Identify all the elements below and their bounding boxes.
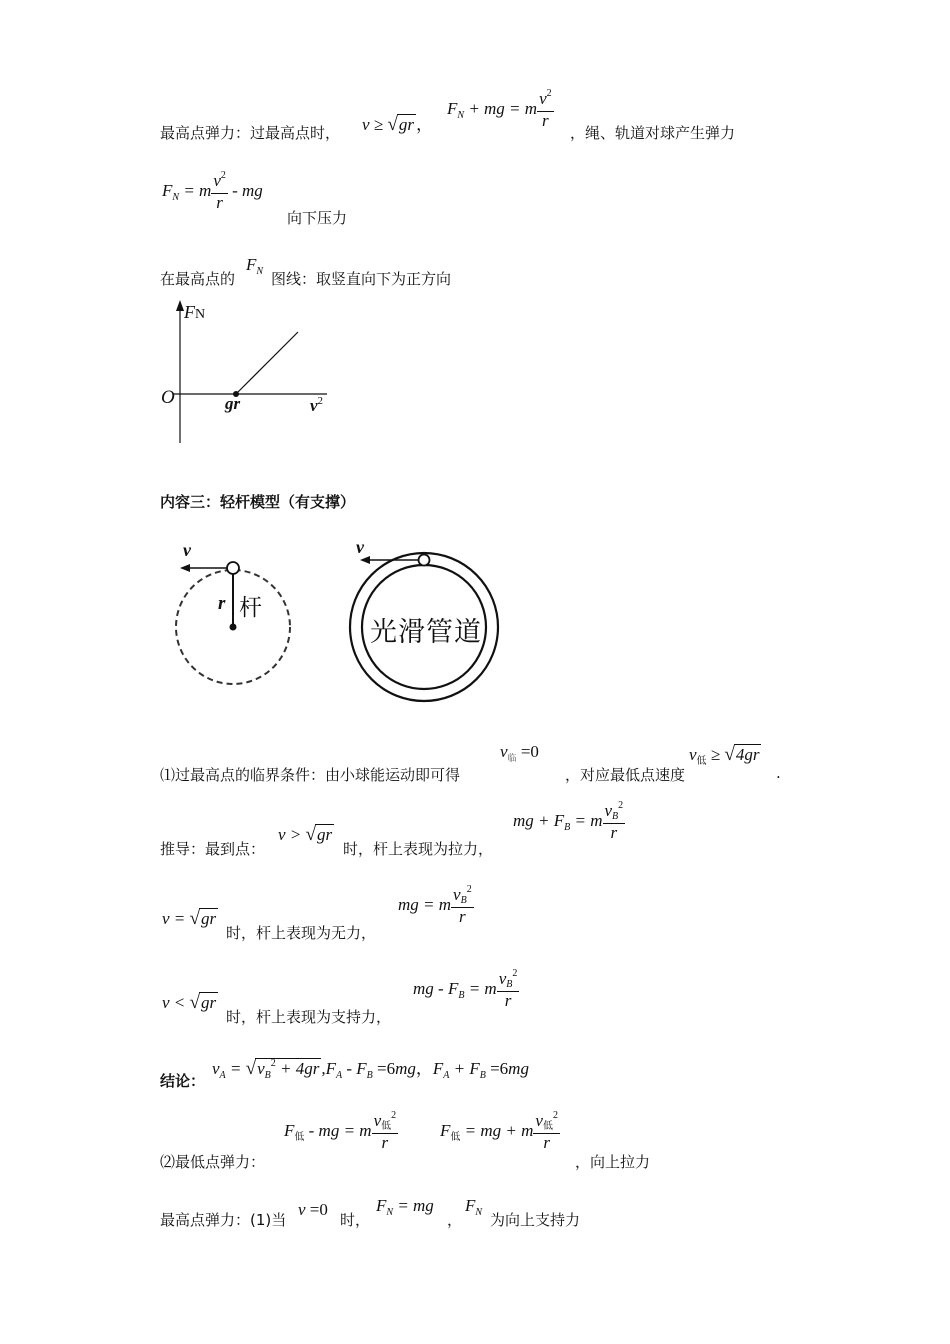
graph-origin-label: O xyxy=(161,387,175,408)
graph-line xyxy=(236,332,298,394)
lowest-eq1-formula: $F_低$ - mg = m $\frac{v低^2}{r}$ xyxy=(284,1110,397,1152)
derive-eq1-formula: mg + $F_B = m$ $\frac{vB^2}{r}$ xyxy=(513,800,624,842)
graph-point-label: gr xyxy=(225,394,241,413)
critical-prefix: ⑴过最高点的临界条件：由小球能运动即可得 xyxy=(160,766,461,784)
graph-y-label-sub: N xyxy=(195,307,206,322)
derive-cond3-formula: v < √gr xyxy=(162,992,217,1013)
derive-prefix: 推导：最到点： xyxy=(160,840,266,858)
tube-label: 光滑管道 xyxy=(370,617,482,648)
top-force-prefix: 最高点弹力：过最高点时， xyxy=(160,124,341,142)
derive-eq3-formula: mg - $F_B = m$ $\frac{vB^2}{r}$ xyxy=(413,968,518,1010)
graph-caption-suffix: 图线：取竖直向下为正方向 xyxy=(271,270,452,288)
tube-ball xyxy=(419,555,430,566)
graph-x-label-sup: 2 xyxy=(317,395,324,407)
rod-ball xyxy=(227,562,239,574)
rod-velocity-arrow-icon xyxy=(180,564,190,572)
graph-y-label-text: F xyxy=(184,302,195,322)
derive-text2: 时，杆上表现为无力， xyxy=(226,924,377,942)
tube-v-label: v xyxy=(356,537,364,557)
derive-eq2-formula: mg = m $\frac{vB^2}{r}$ xyxy=(398,884,472,926)
top2-prefix: 最高点弹力：(1)当 xyxy=(160,1211,287,1229)
fn-equation-formula: $F_N = m$ $\frac{v^2}{r}$ - mg xyxy=(162,170,263,212)
top2-eq-formula: $F_N$ = mg xyxy=(376,1196,434,1218)
top2-cond-formula: v =0 xyxy=(298,1200,328,1219)
top-equation-formula: $F_N$ + mg = m $\frac{v^2}{r}$ xyxy=(447,88,552,130)
conclusion-formula: $v_A = √v_B^2 + 4gr$ $,F_A - F_B =6mg$，$F_A + F_B =6mg$ xyxy=(212,1058,529,1081)
rod-pivot xyxy=(230,624,237,631)
top2-sep: ， xyxy=(447,1211,463,1229)
rod-v-label: v xyxy=(183,540,191,560)
rod-label: 杆 xyxy=(239,595,262,621)
graph-x-label-text: v xyxy=(310,396,318,415)
section3-title: 内容三：轻杆模型（有支撑） xyxy=(160,493,356,511)
critical-end: . xyxy=(776,764,781,782)
lowest-prefix: ⑵最低点弹力： xyxy=(160,1153,266,1171)
rod-model-figure xyxy=(165,540,305,690)
top2-suffix: 为向上支持力 xyxy=(490,1211,581,1229)
top2-fn: $F_N$ xyxy=(465,1196,483,1218)
derive-text1: 时，杆上表现为拉力， xyxy=(343,840,494,858)
graph-y-arrow-icon xyxy=(176,300,184,311)
critical-mid: ，对应最低点速度 xyxy=(565,766,686,784)
graph-caption-fn: $F_N$ xyxy=(246,255,264,277)
top-force-suffix: ，绳、轨道对球产生弹力 xyxy=(570,124,736,142)
lowest-suffix: ，向上拉力 xyxy=(575,1153,651,1171)
derive-cond2-formula: v = √gr xyxy=(162,908,217,929)
derive-cond1-formula: v > √gr xyxy=(278,824,333,845)
rod-r-label: r xyxy=(218,593,226,614)
lowest-eq2-formula: $F_低$ = mg + m $\frac{v低^2}{r}$ xyxy=(440,1110,558,1152)
graph-caption-prefix: 在最高点的 xyxy=(160,270,236,288)
critical-v-formula: $v_临 =0$ xyxy=(500,742,539,764)
derive-text3: 时，杆上表现为支持力， xyxy=(226,1008,392,1026)
graph-y-label xyxy=(184,302,205,323)
critical-low-formula: $v_低 \ge √4gr$ xyxy=(689,744,760,767)
fn-suffix: 向下压力 xyxy=(287,209,348,227)
conclusion-label: 结论： xyxy=(160,1072,206,1090)
top-condition-formula: v ≥ √gr ， xyxy=(362,114,433,135)
graph-x-label xyxy=(310,396,323,416)
top2-mid: 时， xyxy=(340,1211,371,1229)
